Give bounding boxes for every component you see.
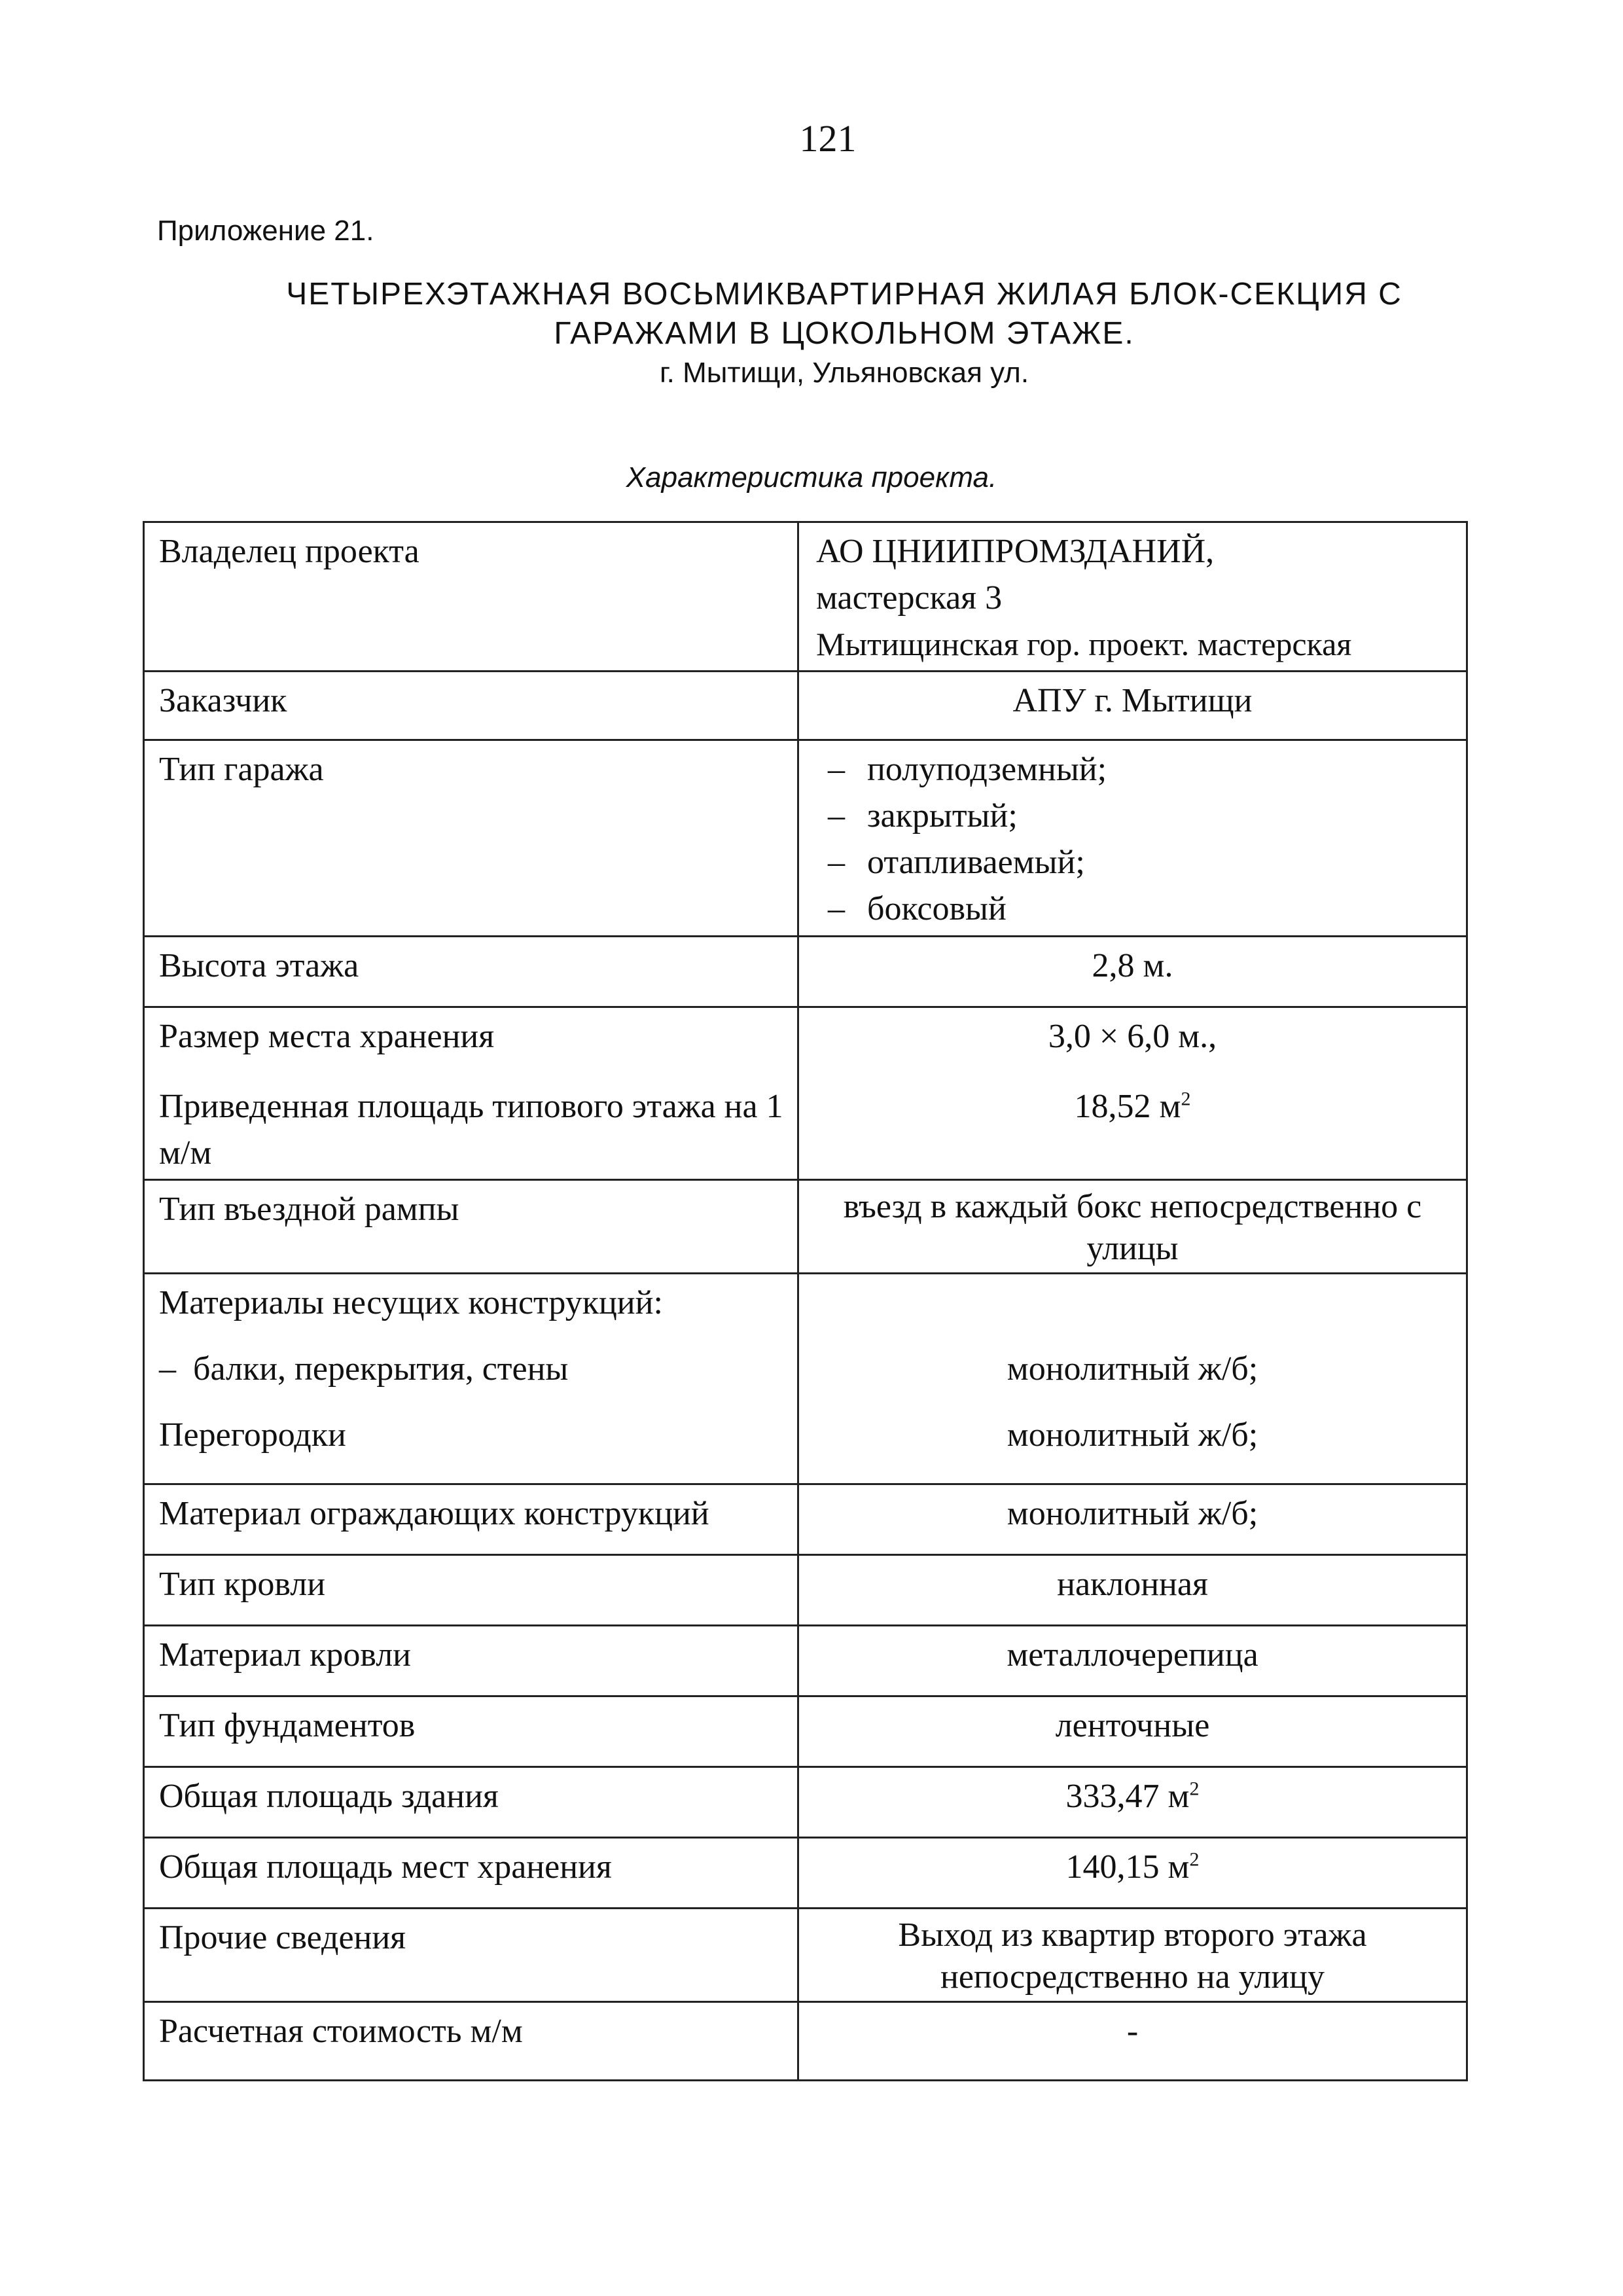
- list-item: – полуподземный;: [828, 746, 1457, 793]
- title-line-1: ЧЕТЫРЕХЭТАЖНАЯ ВОСЬМИКВАРТИРНАЯ ЖИЛАЯ БЛОК-СЕКЦИЯ С: [286, 277, 1402, 312]
- row-value: [798, 522, 1467, 672]
- row-value: 2,8 м.: [798, 937, 1467, 1007]
- row-value: монолитный ж/б;: [798, 1484, 1467, 1555]
- garage-type-list: [813, 746, 1457, 932]
- load-bearing-label: Материалы несущих конструкций:: [159, 1284, 663, 1321]
- row-label: Общая площадь здания: [144, 1767, 798, 1838]
- table-row: [144, 1007, 1467, 1180]
- table-row: [144, 740, 1467, 937]
- row-label: Прочие сведения: [144, 1909, 798, 2002]
- row-label: Общая площадь мест хранения: [144, 1838, 798, 1909]
- row-label: Расчетная стоимость м/м: [144, 2002, 798, 2081]
- title-line-2: ГАРАЖАМИ В ЦОКОЛЬНОМ ЭТАЖЕ.: [554, 316, 1135, 351]
- owner-line-1: АО ЦНИИПРОМЗДАНИЙ,: [816, 533, 1215, 570]
- row-value: [798, 1274, 1467, 1484]
- table-row: [144, 937, 1467, 1007]
- table-row: [144, 1484, 1467, 1555]
- table-row: [144, 672, 1467, 740]
- table-row: [144, 1767, 1467, 1838]
- row-label: Тип фундаментов: [144, 1696, 798, 1767]
- row-label: [144, 1274, 798, 1484]
- load-bearing-sub1-value: монолитный ж/б;: [1007, 1350, 1258, 1388]
- row-label: [144, 1007, 798, 1180]
- row-label: Высота этажа: [144, 937, 798, 1007]
- appendix-label: Приложение 21.: [157, 215, 374, 247]
- row-value: [798, 1007, 1467, 1180]
- document-title: [144, 275, 1544, 393]
- row-value: въезд в каждый бокс непосредственно с улицы: [798, 1180, 1467, 1274]
- row-label: Тип въездной рампы: [144, 1180, 798, 1274]
- list-item: – боксовый: [828, 886, 1457, 932]
- load-bearing-sub1: – балки, перекрытия, стены: [159, 1350, 569, 1388]
- row-value: металлочерепица: [798, 1626, 1467, 1696]
- table-caption: Характеристика проекта.: [626, 461, 997, 493]
- table-row: [144, 1696, 1467, 1767]
- table-row: [144, 1909, 1467, 2002]
- row-label: Заказчик: [144, 672, 798, 740]
- row-value: АПУ г. Мытищи: [798, 672, 1467, 740]
- row-label: Материал ограждающих конструкций: [144, 1484, 798, 1555]
- page-number: 121: [799, 117, 857, 160]
- storage-size-label: Размер места хранения: [159, 1018, 495, 1055]
- table-row: [144, 1838, 1467, 1909]
- row-value: 140,15 $м^2$: [798, 1838, 1467, 1909]
- row-label: Материал кровли: [144, 1626, 798, 1696]
- row-label: Тип гаража: [144, 740, 798, 937]
- table-row: [144, 1555, 1467, 1626]
- list-item: – закрытый;: [828, 793, 1457, 839]
- row-value: -: [798, 2002, 1467, 2081]
- row-label: Тип кровли: [144, 1555, 798, 1626]
- project-spec-table: [143, 521, 1468, 2081]
- owner-line-2: мастерская 3: [816, 579, 1003, 617]
- row-value: наклонная: [798, 1555, 1467, 1626]
- row-value: Выход из квартир второго этажа непосредственно на улицу: [798, 1909, 1467, 2002]
- row-value: 333,47 $м^2$: [798, 1767, 1467, 1838]
- load-bearing-sub2: Перегородки: [159, 1416, 346, 1454]
- table-row: [144, 2002, 1467, 2081]
- storage-size-value: 3,0 × 6,0 м.,: [1048, 1018, 1217, 1055]
- table-row: [144, 1180, 1467, 1274]
- table-row: [144, 522, 1467, 672]
- reduced-area-label: Приведенная площадь типового этажа на 1 м/м: [159, 1088, 783, 1172]
- reduced-area-value: 18,52 $м^2$: [1074, 1088, 1191, 1125]
- row-label: Владелец проекта: [144, 522, 798, 672]
- title-location: г. Мытищи, Ульяновская ул.: [659, 357, 1029, 389]
- row-value: ленточные: [798, 1696, 1467, 1767]
- table-row: [144, 1274, 1467, 1484]
- table-row: [144, 1626, 1467, 1696]
- list-item: – отапливаемый;: [828, 839, 1457, 886]
- owner-line-3: Мытищинская гор. проект. мастерская: [816, 626, 1352, 662]
- load-bearing-sub2-value: монолитный ж/б;: [1007, 1416, 1258, 1454]
- row-value: [798, 740, 1467, 937]
